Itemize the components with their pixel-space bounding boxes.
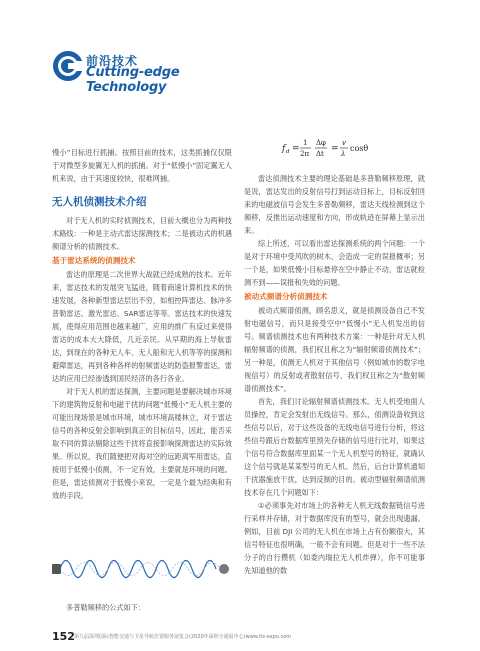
page-header: [52, 50, 252, 95]
subsection-title-radar: 基于雷达系统的侦测技术: [52, 256, 136, 265]
header-title-zh: 前沿技术: [86, 54, 139, 68]
svg-text:Δt: Δt: [316, 150, 324, 158]
radar-paragraph-2: 对于无人机的雷达探测，主要问题是要解决城市环境下的建筑物反射和电磁干扰的问题“低慢小”无人机主要的可能出现场景是城市环境，城市环境高楼林立，对于雷达信号的各种反射会影响到真正的目标信号，因此，能否采取不同的算法剔除这些干扰将直接影响探测雷达的实际效果。所以说，我们随便把对海对空的远距离军用雷达，直接用于低慢小侦测，不一定有效，主要就是环境的问题。但是，雷达侦测对于低慢小来说，一定是个最为经典和有效的手段。: [52, 387, 232, 500]
right-paragraph-2: 综上所述，可以看出雷达探测系统的两个问题：一个是对于环境中受风吹的树木、会造成一定的误报概率；另一个是，如果低慢小目标悬停在空中静止不动，雷达就检测不到——误报和失效的问题。: [244, 239, 425, 287]
svg-text:cosθ: cosθ: [350, 144, 369, 153]
svg-text:Δφ: Δφ: [316, 139, 326, 147]
svg-text:2π: 2π: [300, 150, 310, 158]
doppler-wave-illustration: [52, 548, 232, 590]
right-paragraph-5: ①必须事先对市场上的各种无人机无线数据链信号进行采样并存储，对于数据库没有的型号，就会出现遗漏。例如，目前 DJI 公司的无人机在市场上占有份额很大，其信号特征也很明确，一般不会有问题。但是对于一些不法分子的自行攒机（如委内瑞拉无人机炸弹），你不可能事先知道他的数: [244, 501, 425, 575]
radar-paragraph-1: 雷达的原理是二次世界大战就已经成熟的技术。近年来，雷达技术的发展突飞猛进，随着商速计算机技术的快速发展，各种新型雷达层出不穷，如相控阵雷达、脉冲多普勒雷达、激光雷达、SAR雷达等等。雷达技术的快速发展，使得应用范围也越来越广，应用的推广有反过来使得雷达的成本大大降低，几近亲民。从早期的海上导航雷达，到现在的各种无人车、无人船和无人机等等的探测和避障雷达，再到各种各样的射频雷达的防盗报警雷达，雷达的应用已经渗透到国民经济的各行各业。: [52, 270, 232, 383]
formula-intro-text: 多普勒频移的公式如下：: [66, 603, 146, 612]
section-logo-icon: [52, 50, 84, 82]
right-column: [244, 172, 425, 577]
right-paragraph-4: 首先，我们讨论辐射频谱侦测技术。无人机受地面人员操控，肯定会发射出无线信号。那么，侦测设备收到这些信号以后，对于这些设备的无线电信号进行分析，将这些信号跟后台数据库里预先存储的信号进行比对，如果这个信号符合数据库里面某一个无人机型号的特征，就确认这个信号就是某某型号的无人机。然后，后台计算机通知干扰器施放干扰，达到反制的目的。被动型辐射频谱侦测技术存在几个问题如下：: [244, 397, 425, 497]
svg-text:v: v: [342, 139, 346, 147]
header-title-en: Cutting-edge Technology: [86, 65, 180, 95]
section-title: 无人机侦测技术介绍: [52, 196, 147, 208]
right-paragraph-1: 雷达侦测技术主要的理论基础是多普勒频移原理，就是说，雷达发出的反射信号打到运动目标上，目标反射回来的电磁波信号会发生多普勒频移，雷达天线检测到这个频移，反推出运动速度和方向，形成轨迹在屏幕上显示出来。: [244, 174, 425, 235]
svg-text:1: 1: [303, 139, 308, 147]
footer-text: 第九届深圳国际智能交通与卫星导航位置服务展览会(2020年深圳全通展中心)www.its-expo.com: [74, 634, 292, 640]
subsection-title-spectrum: 被动式频谱分析侦测技术: [244, 292, 328, 301]
section-paragraph: 对于无人机的实时侦测技术，目前大概也分为两种技术路线：一种是主动式雷达探测技术；二是被动式的机遇频谱分析的侦测技术。: [52, 216, 232, 251]
svg-text:d: d: [286, 149, 290, 155]
page-number: 152: [52, 630, 75, 643]
svg-text:λ: λ: [341, 150, 346, 158]
intro-paragraph: 慢小”目标进行抓捕。按照目前的技术，这类抓捕仅仅限于对微型多旋翼无人机的抓捕。对于“低慢小”固定翼无人机来说，由于其速度较快，很难网捕。: [52, 148, 232, 183]
right-paragraph-3: 被动式频谱侦测，顾名思义，就是侦测设备自己不发射电磁信号，而只是接受空中“低慢小”无人机发出的信号。频谱侦测技术也有两种技术方案：一种是针对无人机辐射频谱的侦测，我们权且称之为“辐射频谱侦测技术”；另一种是，侦测无人机对于其他信号（例如城市的数字电视信号）的反射或者散射信号，我们权且称之为“散射频谱侦测技术”。: [244, 306, 425, 393]
svg-text:f: f: [282, 144, 286, 154]
left-column: [52, 146, 232, 502]
svg-text:=: =: [331, 144, 339, 154]
svg-text:=: =: [292, 144, 300, 154]
page-footer: [52, 630, 432, 644]
doppler-formula: [244, 133, 425, 163]
